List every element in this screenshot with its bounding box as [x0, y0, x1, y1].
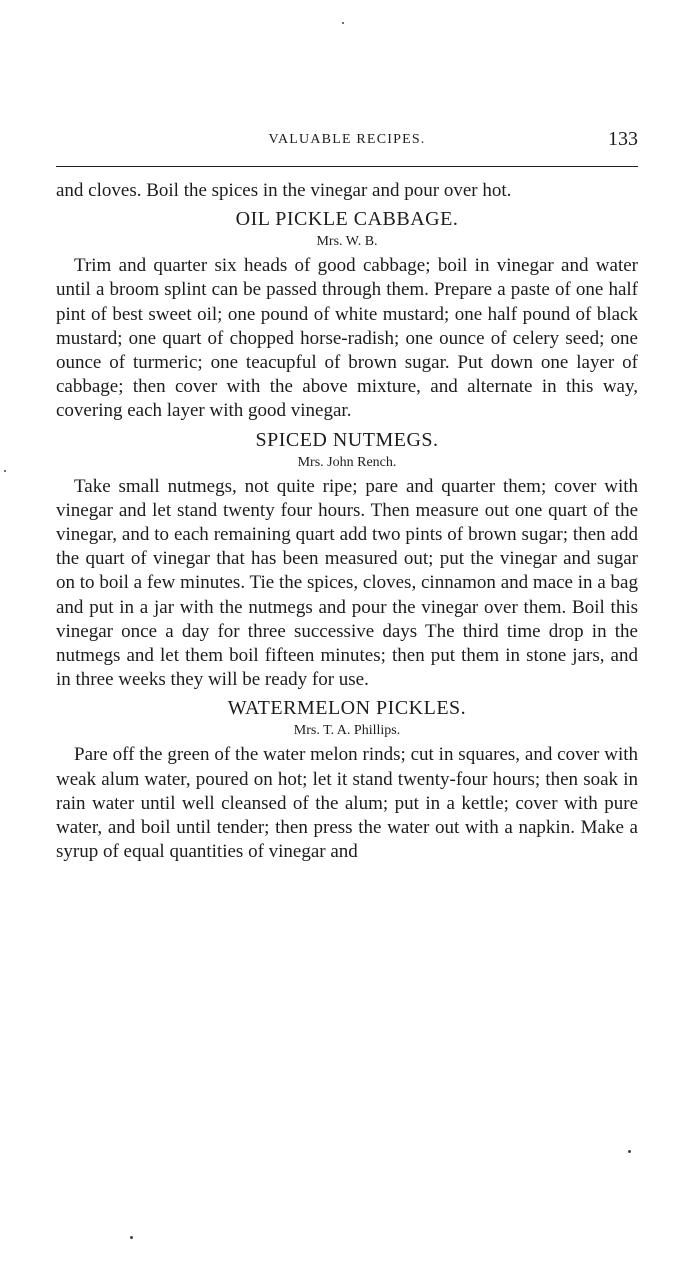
- recipe-author: Mrs. T. A. Phillips.: [293, 723, 401, 739]
- recipe-body: Trim and quarter six heads of good cabbage; boil in vinegar and water until a broom splint can be passed through them. Prepare a paste of one half pint of best sweet oil; one pound of white mustard; one half pound of black mustard; one quart of chopped horse-radish; one ounce of celery seed; one ounce of turmeric; one teacupful of brown sugar. Put down one layer of cabbage; then cover with the above mixture, and alternate in this way, covering each layer with good vinegar.: [56, 255, 638, 422]
- page-number: 133: [608, 128, 638, 150]
- recipe-title: SPICED NUTMEGS.: [255, 428, 439, 451]
- paper-speck: [130, 1236, 133, 1239]
- running-title: VALUABLE RECIPES.: [268, 132, 426, 147]
- recipe-watermelon-pickles: [56, 695, 638, 864]
- page-body: [56, 179, 638, 864]
- recipe-body: Pare off the green of the water melon rinds; cut in squares, and cover with weak alum water, poured on hot; let it stand twenty-four hours; then soak in rain water until well cleansed of the alum; put in a kettle; cover with pure water, and boil until tender; then press the water out with a napkin. Make a syrup of equal quantities of vinegar and: [56, 744, 638, 863]
- recipe-title: WATERMELON PICKLES.: [227, 697, 467, 720]
- continued-paragraph: and cloves. Boil the spices in the vinegar and pour over hot.: [56, 180, 512, 201]
- page-header: [56, 128, 638, 158]
- recipe-author: Mrs. John Rench.: [297, 454, 397, 470]
- paper-speck: [4, 470, 6, 472]
- recipe-body: Take small nutmegs, not quite ripe; pare and quarter them; cover with vinegar and let stand twenty four hours. Then measure out one quart of the vinegar, and to each remaining quart add two pints of brown sugar; then add the quart of vinegar that has been measured out; put the vinegar and sugar on to boil a few minutes. Tie the spices, cloves, cinnamon and mace in a bag and put in a jar with the nutmegs and pour the vinegar over them. Boil this vinegar once a day for three successive days The third time drop in the nutmegs and let them boil fifteen minutes; then put them in stone jars, and in three weeks they will be ready for use.: [56, 475, 638, 691]
- header-rule: [56, 166, 638, 167]
- recipe-title: OIL PICKLE CABBAGE.: [235, 208, 459, 231]
- paper-speck: [628, 1150, 631, 1153]
- paper-speck: [342, 22, 344, 24]
- recipe-oil-pickle-cabbage: [56, 206, 638, 423]
- recipe-spiced-nutmegs: [56, 427, 638, 693]
- recipe-author: Mrs. W. B.: [316, 234, 378, 250]
